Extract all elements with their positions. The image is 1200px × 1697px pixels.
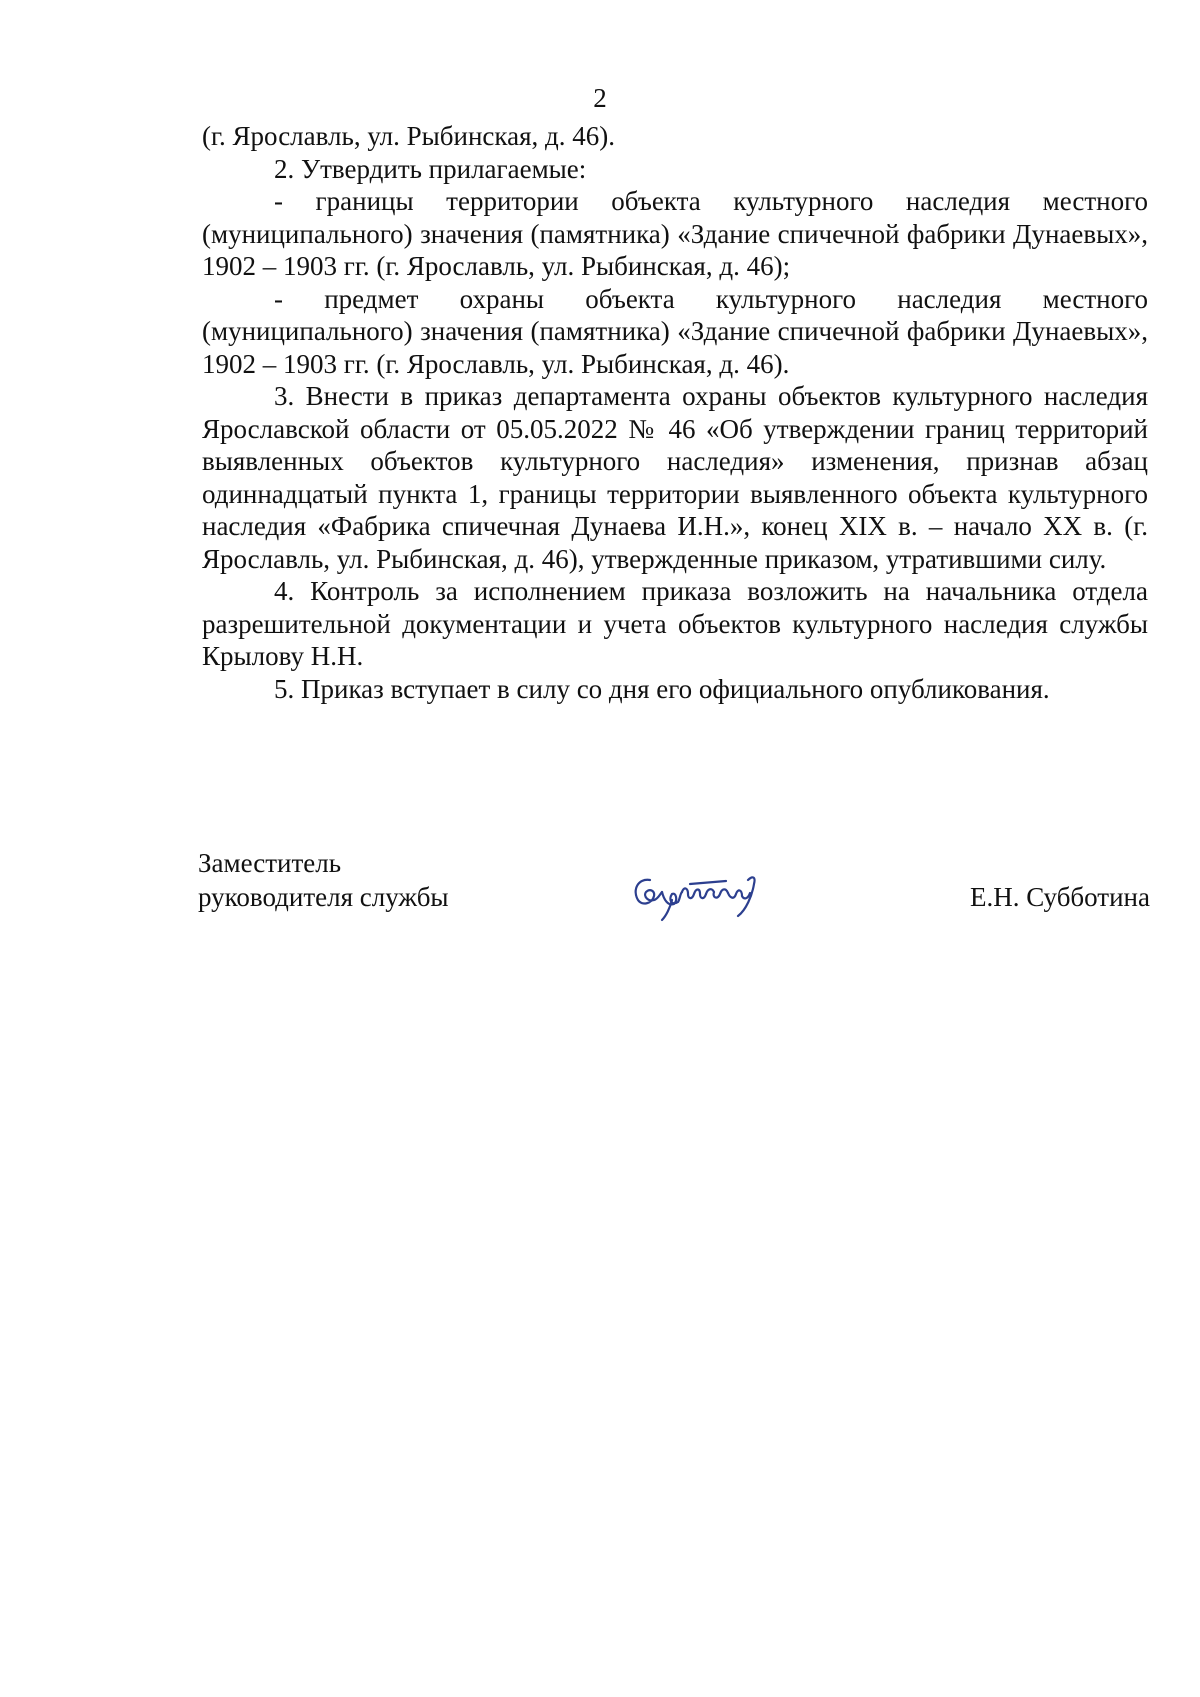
paragraph-item-2-protection-subject: - предмет охраны объекта культурного наследия местного (муниципального) значения (памятника) «Здание спичечной фабрики Дунаевых», 1902 – 1903 гг. (г. Ярославль, ул. Рыбинская, д. 46). xyxy=(202,283,1148,379)
page-number: 2 xyxy=(593,83,607,113)
signature-block xyxy=(198,846,1150,936)
signatory-position-line-2: руководителя службы xyxy=(198,882,449,912)
document-body xyxy=(202,120,1148,705)
handwritten-signature xyxy=(628,866,778,926)
signatory-position xyxy=(198,846,449,914)
signatory-name: Е.Н. Субботина xyxy=(969,882,1150,912)
paragraph-item-2-territory: - границы территории объекта культурного наследия местного (муниципального) значения (памятника) «Здание спичечной фабрики Дунаевых», 1902 – 1903 гг. (г. Ярославль, ул. Рыбинская, д. 46); xyxy=(202,186,1148,281)
signatory-position-line-1: Заместитель xyxy=(198,848,342,878)
paragraph-item-3: 3. Внести в приказ департамента охраны объектов культурного наследия Ярославской области от 05.05.2022 № 46 «Об утверждении границ территорий выявленных объектов культурного наследия» изменения, признав абзац одиннадцатый пункта 1, границы территории выявленного объекта культурного наследия «Фабрика спичечная Дунаева И.Н.», конец XIX в. – начало XX в. (г. Ярославль, ул. Рыбинская, д. 46), утвержденные приказом, утратившими силу. xyxy=(202,381,1148,574)
paragraph-item-5: 5. Приказ вступает в силу со дня его официального опубликования. xyxy=(274,673,1050,704)
paragraph-address-continuation: (г. Ярославль, ул. Рыбинская, д. 46). xyxy=(202,121,615,151)
paragraph-item-2: 2. Утвердить прилагаемые: xyxy=(274,153,587,184)
paragraph-item-4: 4. Контроль за исполнением приказа возложить на начальника отдела разрешительной документации и учета объектов культурного наследия службы Крылову Н.Н. xyxy=(202,576,1148,671)
